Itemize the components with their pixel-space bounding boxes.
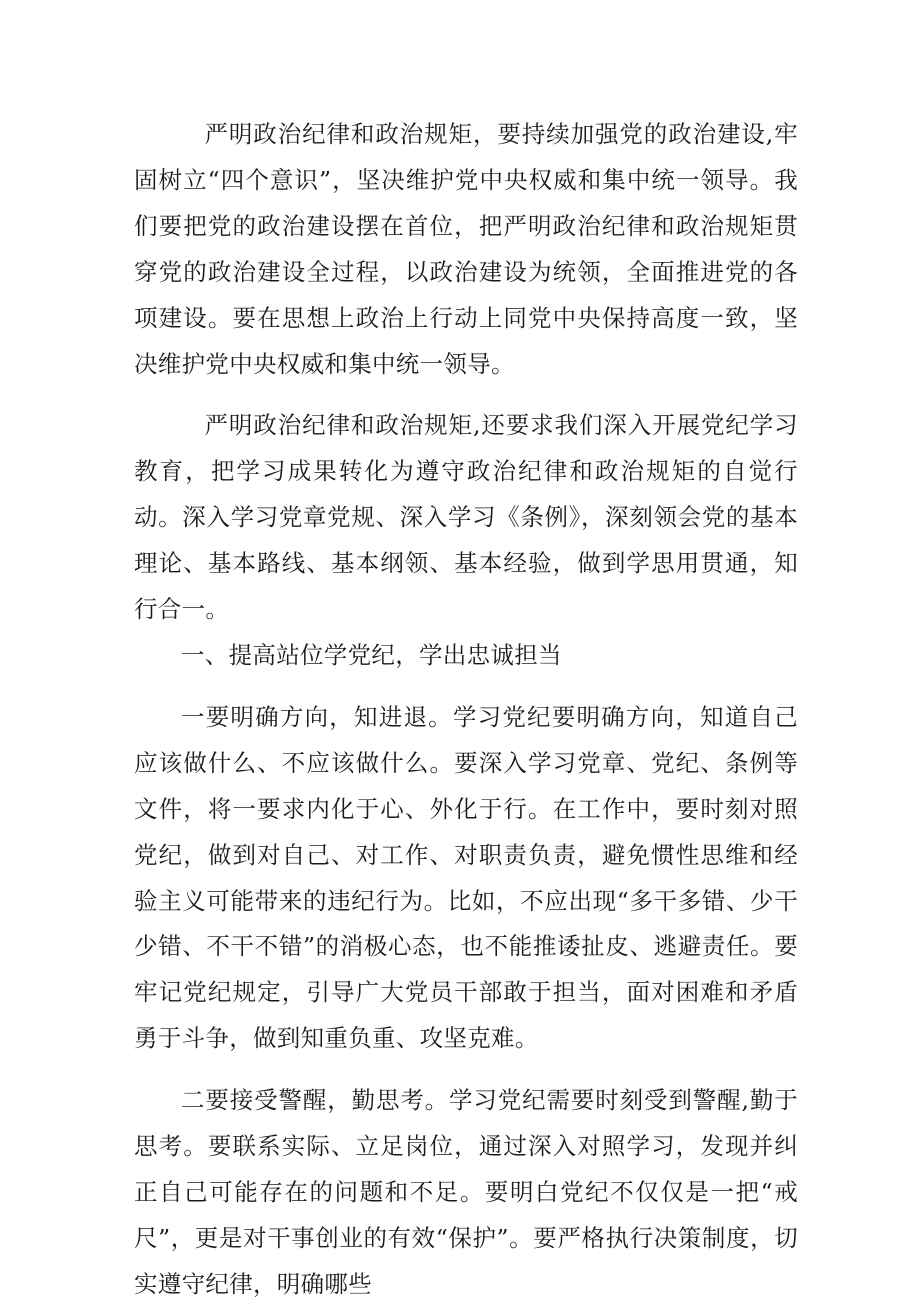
paragraph-2: 严明政治纪律和政治规矩,还要求我们深入开展党纪学习教育，把学习成果转化为遵守政治纪律和政治规矩的自觉行动。深入学习党章党规、深入学习《条例》，深刻领会党的基本理论、基本路线、基本纲领、基本经验，做到学思用贯通，知行合一。 [134, 411, 798, 624]
paragraph-1: 严明政治纪律和政治规矩，要持续加强党的政治建设,牢固树立“四个意识”，坚决维护党中央权威和集中统一领导。我们要把党的政治建设摆在首位，把严明政治纪律和政治规矩贯穿党的政治建设全过程，以政治建设为统领，全面推进党的各项建设。要在思想上政治上行动上同党中央保持高度一致，坚决维护党中央权威和集中统一领导。 [134, 120, 798, 378]
section-heading: 一、提高站位学党纪，学出忠诚担当 [181, 640, 562, 669]
document-body [134, 112, 798, 1308]
paragraph-3: 一要明确方向，知进退。学习党纪要明确方向，知道自己应该做什么、不应该做什么。要深入学习党章、党纪、条例等文件，将一要求内化于心、外化于行。在工作中，要时刻对照党纪，做到对自己、对工作、对职责负责，避免惯性思维和经验主义可能带来的违纪行为。比如，不应出现“多干多错、少干少错、不干不错”的消极心态，也不能推诿扯皮、逃避责任。要牢记党纪规定，引导广大党员干部敢于担当，面对困难和矛盾勇于斗争，做到知重负重、攻坚克难。 [134, 702, 798, 1053]
paragraph-4: 二要接受警醒，勤思考。学习党纪需要时刻受到警醒,勤于思考。要联系实际、立足岗位，通过深入对照学习，发现并纠正自己可能存在的问题和不足。要明白党纪不仅仅是一把“戒尺”，更是对干事创业的有效“保护”。要严格执行决策制度，切实遵守纪律，明确哪些 [134, 1086, 798, 1298]
